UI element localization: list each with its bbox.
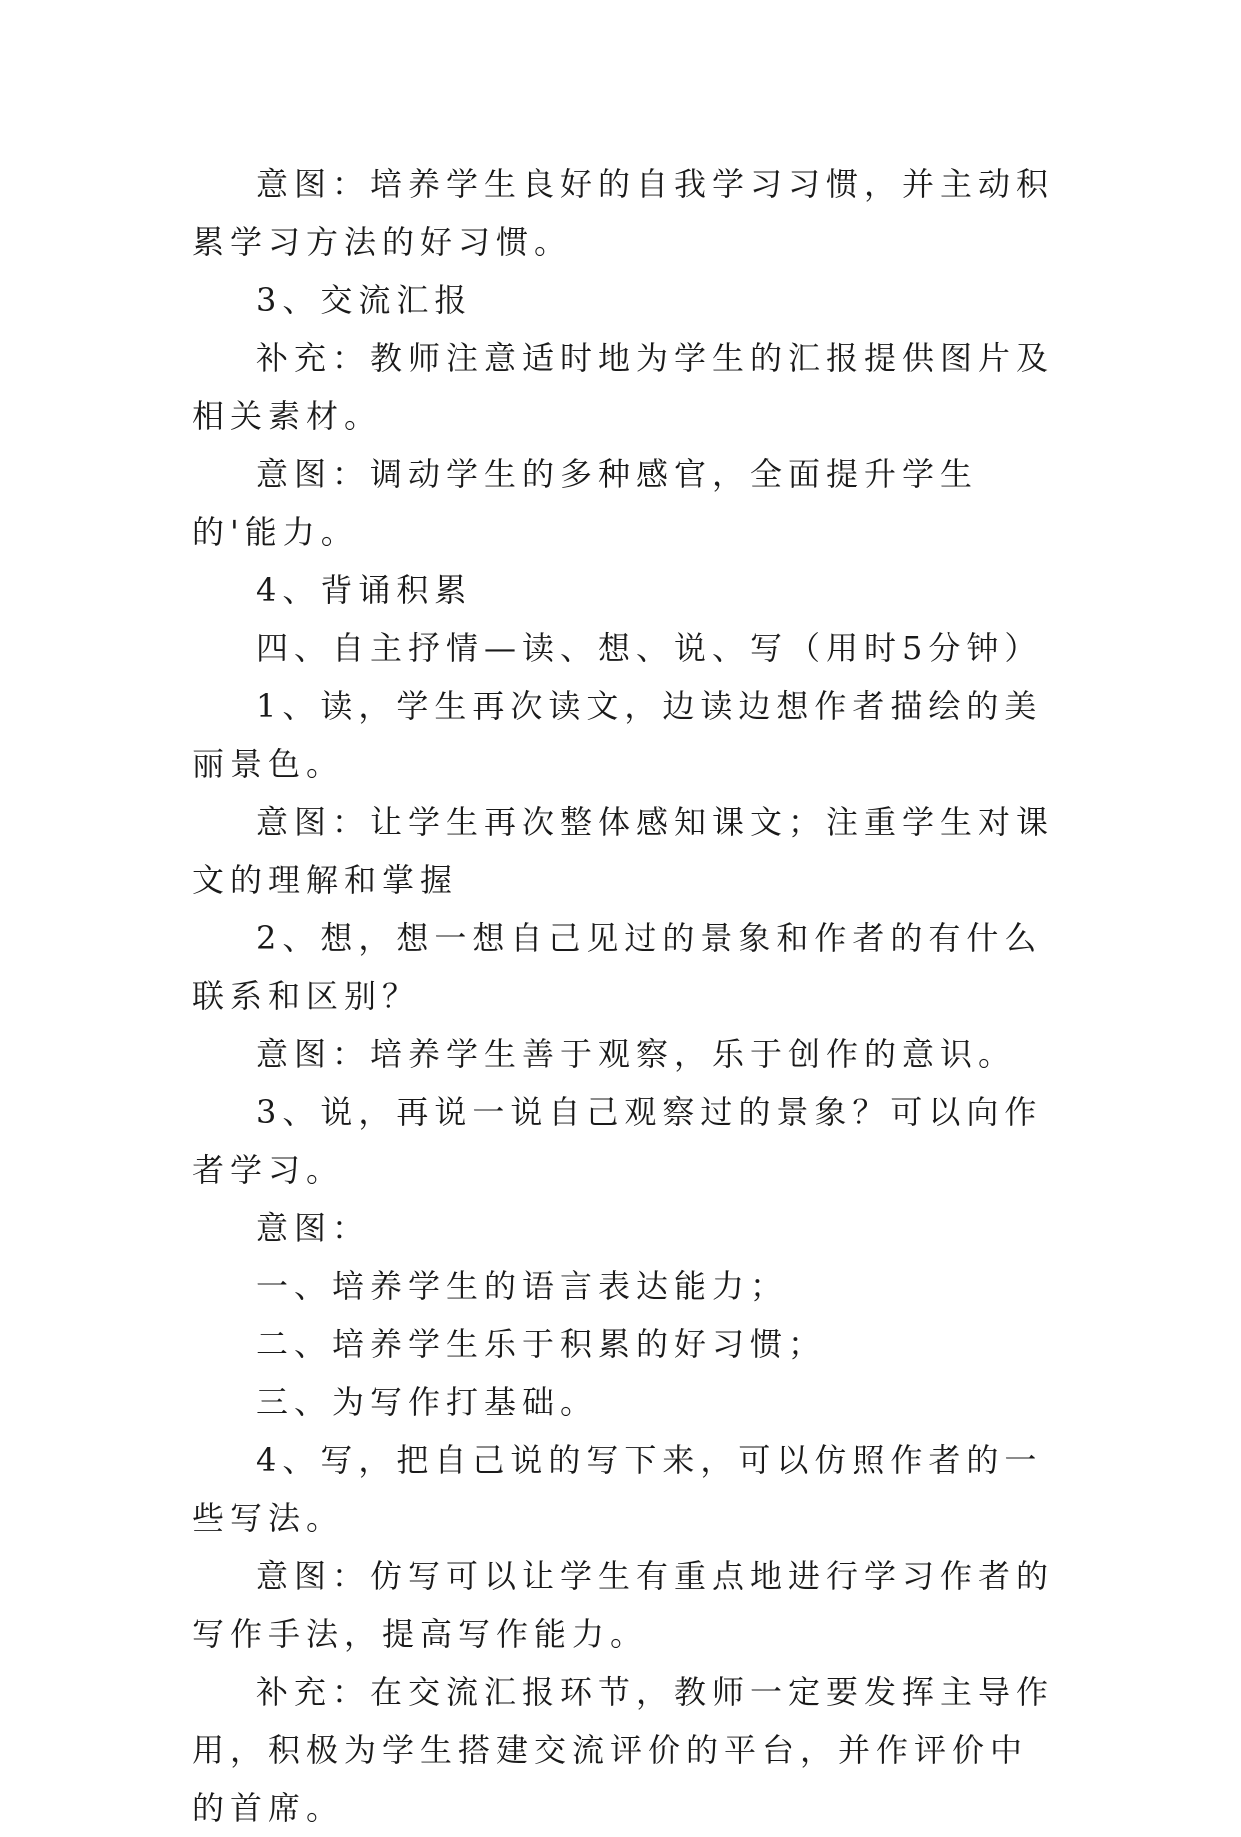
paragraph: 补充：在交流汇报环节，教师一定要发挥主导作用，积极为学生搭建交流评价的平台，并作评价中的首席。 — [192, 1673, 1055, 1827]
paragraph: 1、读，学生再次读文，边读边想作者描绘的美丽景色。 — [192, 687, 1043, 783]
paragraph: 意图：让学生再次整体感知课文；注重学生对课文的理解和掌握 — [192, 803, 1055, 899]
paragraph: 意图：培养学生善于观察，乐于创作的意识。 — [256, 1035, 1017, 1073]
paragraph: 3、交流汇报 — [256, 281, 473, 319]
paragraph: 二、培养学生乐于积累的好习惯； — [256, 1325, 827, 1363]
paragraph: 意图：调动学生的多种感官，全面提升学生的'能力。 — [192, 455, 979, 551]
paragraph: 四、自主抒情—读、想、说、写（用时5分钟） — [256, 629, 1043, 667]
paragraph: 意图：培养学生良好的自我学习习惯，并主动积累学习方法的好习惯。 — [192, 165, 1055, 261]
paragraph: 补充：教师注意适时地为学生的汇报提供图片及相关素材。 — [192, 339, 1055, 435]
paragraph: 4、写，把自己说的写下来，可以仿照作者的一些写法。 — [192, 1441, 1043, 1537]
paragraph: 3、说，再说一说自己观察过的景象？可以向作者学习。 — [192, 1093, 1043, 1189]
paragraph: 一、培养学生的语言表达能力； — [256, 1267, 789, 1305]
paragraph: 2、想，想一想自己见过的景象和作者的有什么联系和区别？ — [192, 919, 1043, 1015]
paragraph: 三、为写作打基础。 — [256, 1383, 599, 1421]
paragraph: 意图：仿写可以让学生有重点地进行学习作者的写作手法，提高写作能力。 — [192, 1557, 1055, 1653]
paragraph: 意图： — [256, 1209, 371, 1247]
paragraph: 4、背诵积累 — [256, 571, 473, 609]
document-body — [192, 155, 1062, 1837]
